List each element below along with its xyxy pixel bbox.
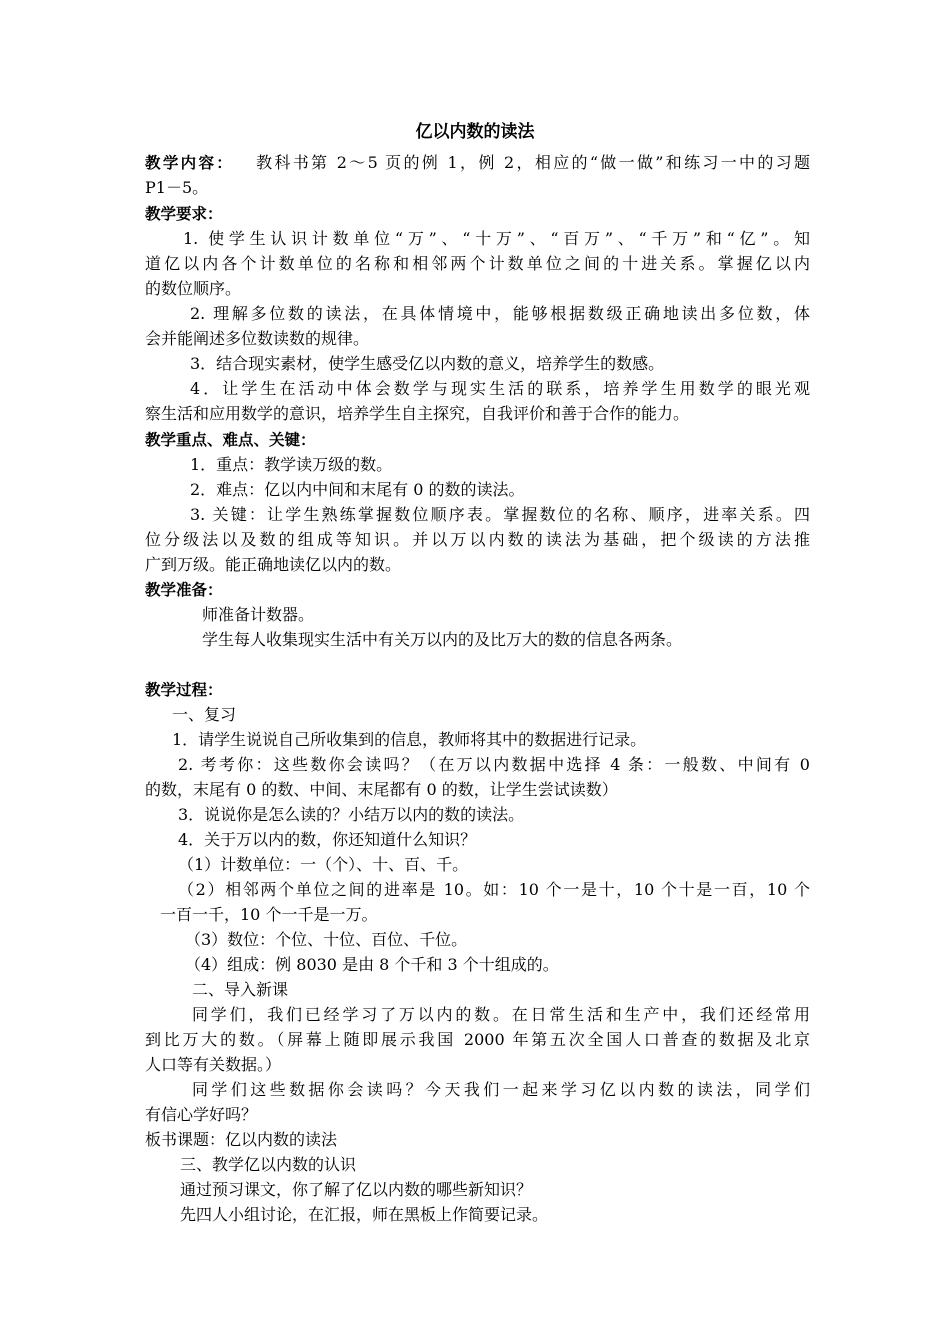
requirement-2-line-1: 2. 理解多位数的读法，在具体情境中，能够根据数级正确地读出多位数，体 [190, 304, 810, 323]
key-point-3-line-3: 广到万级。能正确地读亿以内的数。 [145, 555, 402, 574]
requirement-1-line-2: 道亿以内各个计数单位的名称和相邻两个计数单位之间的十进关系。掌握亿以内 [145, 254, 810, 273]
teaching-line-2: 先四人小组讨论，在汇报，师在黑板上作简要记录。 [180, 1205, 549, 1224]
teaching-line-1: 通过预习课文，你了解了亿以内数的哪些新知识？ [180, 1180, 533, 1199]
requirement-2-line-2: 会并能阐述多位数读数的规律。 [145, 329, 370, 348]
preparation-1: 师准备计数器。 [202, 605, 315, 624]
review-item-4-1: （1）计数单位：一（个）、十、百、千。 [178, 855, 469, 874]
review-item-1: 1．请学生说说自己所收集到的信息，教师将其中的数据进行记录。 [172, 730, 647, 749]
key-point-3-line-2: 位分级法以及数的组成等知识。并以万以内数的读法为基础，把个级读的方法推 [145, 530, 810, 549]
preparation-2: 学生每人收集现实生活中有关万以内的及比万大的数的信息各两条。 [202, 630, 683, 649]
section-3-heading: 三、教学亿以内数的认识 [180, 1155, 357, 1174]
requirements-heading: 教学要求： [145, 205, 223, 223]
review-item-2-line-1: 2. 考考你：这些数你会读吗？（在万以内数据中选择 4 条：一般数、中间有 0 [178, 755, 810, 774]
intro-para-2-line-1: 同学们这些数据你会读吗？今天我们一起来学习亿以内数的读法，同学们 [192, 1080, 810, 1099]
preparation-heading: 教学准备： [145, 581, 223, 599]
requirement-3: 3．结合现实素材，使学生感受亿以内数的意义，培养学生的数感。 [190, 354, 665, 373]
section-2-heading: 二、导入新课 [192, 980, 289, 999]
content-text: 教科书第 2～5 页的例 1，例 2，相应的“做一做”和练习一中的习题 [256, 153, 810, 172]
key-point-3-line-1: 3. 关键：让学生熟练掌握数位顺序表。掌握数位的名称、顺序，进率关系。四 [190, 505, 810, 524]
key-point-1: 1．重点：教学读万级的数。 [190, 455, 393, 474]
intro-para-1-line-3: 人口等有关数据。） [145, 1055, 282, 1074]
review-item-3: 3．说说你是怎么读的？小结万以内的数的读法。 [178, 805, 525, 824]
review-item-4: 4．关于万以内的数，你还知道什么知识？ [178, 830, 477, 849]
intro-para-1-line-2: 到比万大的数。（屏幕上随即展示我国 2000 年第五次全国人口普查的数据及北京 [145, 1030, 810, 1049]
document-title: 亿以内数的读法 [415, 122, 535, 142]
content-line [145, 151, 810, 175]
key-points-heading: 教学重点、难点、关键： [145, 431, 316, 449]
board-topic: 板书课题：亿以内数的读法 [145, 1130, 338, 1149]
review-item-2-line-2: 的数，末尾有 0 的数、中间、末尾都有 0 的数，让学生尝试读数） [145, 780, 618, 799]
review-item-4-4: （4）组成：例 8030 是由 8 个千和 3 个十组成的。 [185, 955, 559, 974]
review-item-4-2-line-2: 一百一千，10 个一千是一万。 [160, 905, 378, 924]
content-text-cont: P1－5。 [145, 178, 209, 197]
section-1-heading: 一、复习 [172, 705, 237, 724]
requirement-4-line-2: 察生活和应用数学的意识，培养学生自主探究，自我评价和善于合作的能力。 [145, 404, 690, 423]
requirement-1-line-3: 的数位顺序。 [145, 279, 242, 298]
content-heading: 教学内容： [145, 154, 235, 172]
process-heading: 教学过程： [145, 681, 223, 699]
intro-para-2-line-2: 有信心学好吗？ [145, 1105, 258, 1124]
intro-para-1-line-1: 同学们，我们已经学习了万以内的数。在日常生活和生产中，我们还经常用 [192, 1005, 810, 1024]
key-point-2: 2．难点：亿以内中间和末尾有 0 的数的读法。 [190, 480, 525, 499]
requirement-4-line-1: 4．让学生在活动中体会数学与现实生活的联系，培养学生用数学的眼光观 [190, 379, 810, 398]
review-item-4-3: （3）数位：个位、十位、百位、千位。 [185, 930, 468, 949]
requirement-1-line-1: 1. 使学生认识计数单位“万”、“十万”、“百万”、“千万”和“亿”。知 [183, 229, 810, 248]
review-item-4-2-line-1: （2）相邻两个单位之间的进率是 10。如：10 个一是十，10 个十是一百，10 个 [178, 880, 810, 899]
